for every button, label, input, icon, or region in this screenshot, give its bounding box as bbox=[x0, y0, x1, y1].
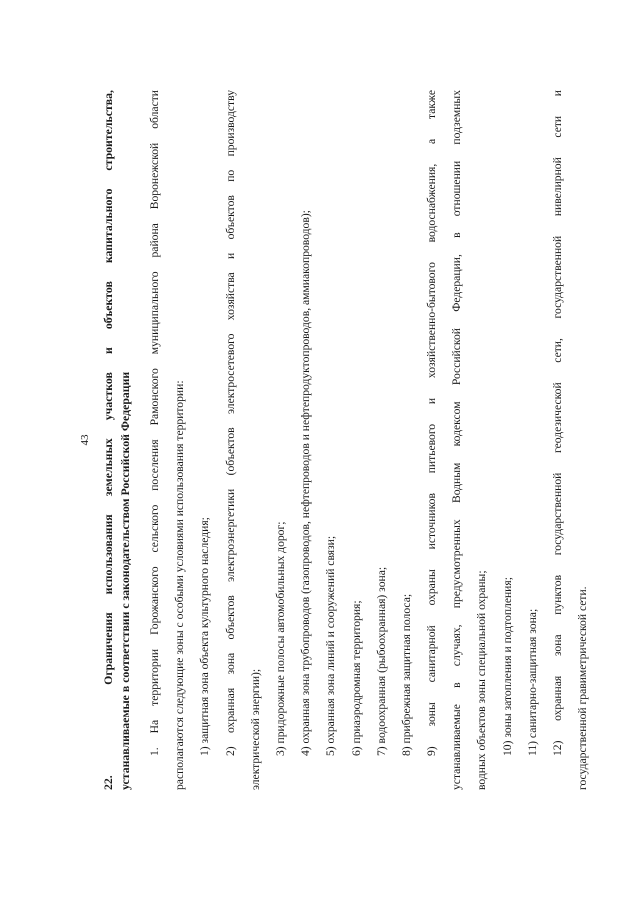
list-item-9-line-1: 9) зоны санитарной охраны источников питьевого и хозяйственно-бытового водоснабжения, а также bbox=[425, 90, 439, 756]
list-item-5: 5) охранная зона линий и сооружений связи; bbox=[324, 535, 338, 756]
list-item-12-line-1: 12) охранная зона пунктов государственной геодезической сети, государственной нивелирной сети и bbox=[551, 90, 564, 756]
list-item-8: 8) прибрежная защитная полоса; bbox=[399, 593, 413, 756]
list-item-11: 11) санитарно-защитная зона; bbox=[525, 608, 539, 756]
list-item-10: 10) зоны затопления и подтопления; bbox=[500, 577, 514, 756]
heading-line-1 bbox=[100, 90, 117, 790]
page-number: 43 bbox=[79, 434, 91, 446]
rotated-document bbox=[70, 80, 590, 800]
list-item-2-line-2: электрической энергии); bbox=[248, 668, 262, 790]
list-item-7: 7) водоохранная (рыбоохранная) зона; bbox=[374, 566, 388, 756]
heading-line-2: устанавливаемые в соответствии с законодательством Российской Федерации bbox=[118, 371, 132, 790]
list-item-12-line-2: государственной гравиметрической сети. bbox=[576, 586, 590, 790]
paragraph-1-line-2: располагаются следующие зоны с особыми условиями использования территории: bbox=[173, 380, 187, 790]
paragraph-1-line-1: 1. На территории Горожанского сельского поселения Рамонского муниципального района Воронежской области bbox=[148, 90, 161, 756]
heading-text-1: Ограничения использования земельных участков и объектов капитального строительства, bbox=[101, 90, 115, 685]
heading-number: 22. bbox=[101, 775, 115, 790]
list-item-9-line-3: водных объектов зоны специальной охраны; bbox=[475, 570, 489, 790]
list-item-3: 3) придорожные полосы автомобильных дорог; bbox=[273, 521, 287, 756]
section-heading bbox=[100, 90, 134, 790]
list-item-2-line-1: 2) охранная зона объектов электроэнергетики (объектов электросетевого хозяйства и объектов по производству bbox=[223, 90, 237, 756]
document-body bbox=[142, 90, 595, 790]
list-item-1: 1) защитная зона объекта культурного наследия; bbox=[198, 517, 212, 756]
list-item-4: 4) охранная зона трубопроводов (газопроводов, нефтепроводов и нефтепродуктопроводов, аммиакопроводов); bbox=[299, 210, 313, 756]
list-item-9-line-2: устанавливаемые в случаях, предусмотренных Водным кодексом Российской Федерации, в отношении подземных bbox=[450, 90, 464, 790]
list-item-6: 6) приаэродромная территория; bbox=[349, 600, 363, 756]
